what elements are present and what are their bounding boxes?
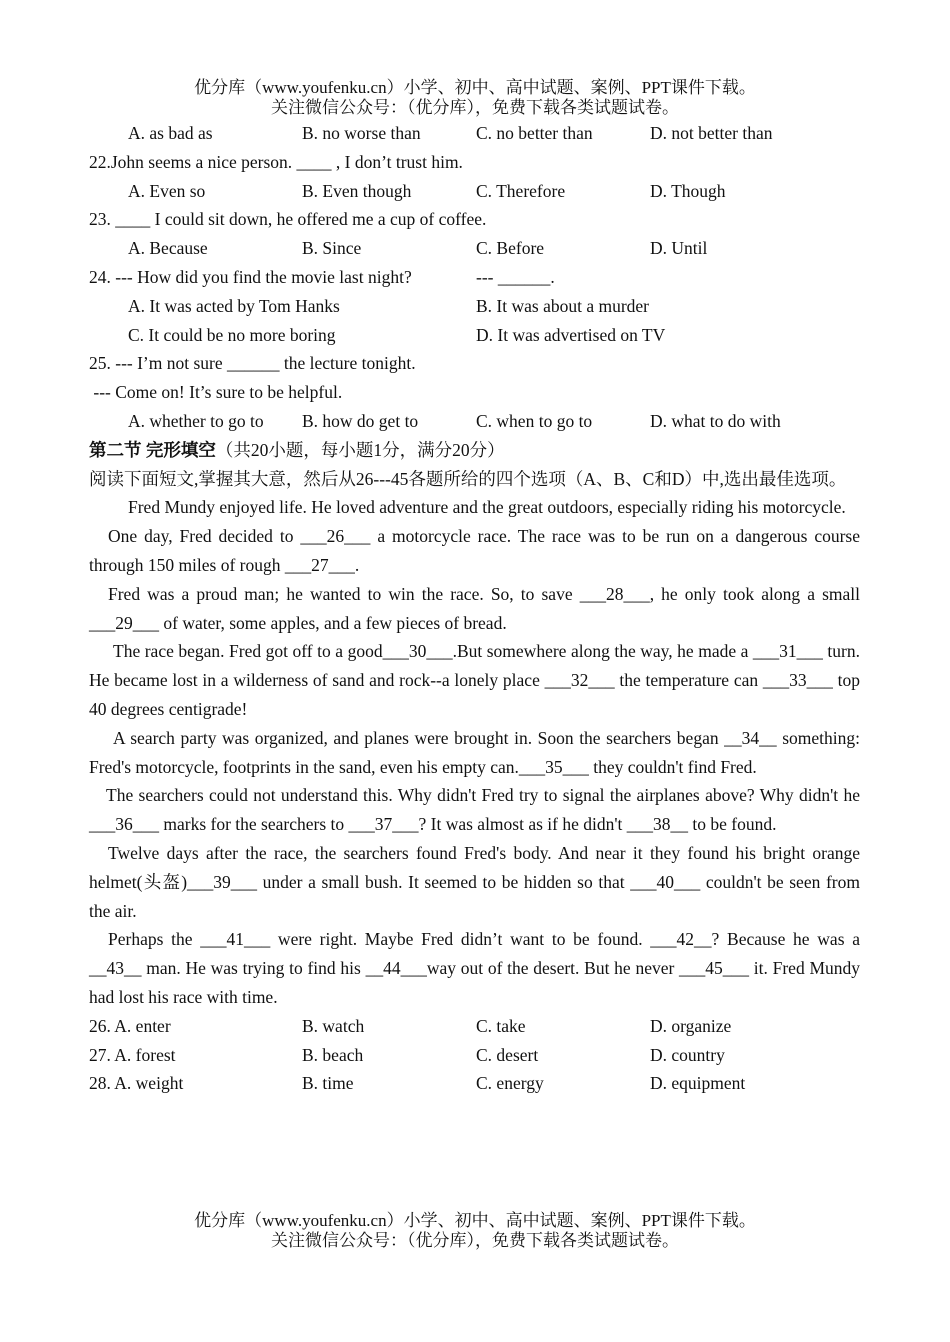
q26-options [89,1012,860,1041]
q25-option-a: A. whether to go to [128,410,264,431]
passage-paragraph-7: Twelve days after the race, the searchers found Fred's body. And near it they found his bright orange helmet(头盔)___39___ under a small bush. It seemed to be hidden so that ___40___ couldn't be seen from the air. [89,842,860,921]
q22-option-b: B. Even though [302,180,412,201]
q28-options [89,1069,860,1098]
section-note: （共20小题，每小题1分，满分20分） [215,439,505,460]
q28-option-c: C. energy [476,1073,544,1094]
q24-option-a: A. It was acted by Tom Hanks [128,295,340,316]
passage-paragraph-3: Fred was a proud man; he wanted to win the race. So, to save ___28___, he only took along a small ___29___ of water, some apples, and a few pieces of bread. [89,583,860,633]
q26-option-d: D. organize [650,1015,732,1036]
q26-option-a: 26. A. enter [89,1015,171,1036]
passage-paragraph-5: A search party was organized, and planes were brought in. Soon the searchers began __34__ something: Fred's motorcycle, footprints in the sand, even his empty can.___35___ they couldn't find Fred. [89,727,860,777]
q25-option-d: D. what to do with [650,410,781,431]
q23-option-a: A. Because [128,238,208,259]
q21-option-d: D. not better than [650,123,773,143]
passage-paragraph-4: The race began. Fred got off to a good___30___.But somewhere along the way, he made a ___31___ turn. He became lost in a wilderness of sand and rock--a lonely place ___32___ the temperature can ___33___ top 40 degrees centigrade! [89,641,860,719]
q24-options-row-1 [89,292,860,321]
q21-options [89,119,860,148]
footer-line-2: 关注微信公众号：（优分库），免费下载各类试题试卷。 [271,1231,679,1250]
footer-line-1: 优分库（www.youfenku.cn）小学、初中、高中试题、案例、PPT课件下载。 [194,1211,756,1230]
q22-stem: 22.John seems a nice person. ____ , I don’t trust him. [89,151,463,172]
q24-stem-row [89,263,860,292]
q28-option-a: 28. A. weight [89,1073,184,1094]
section-title: 第二节 完形填空 [89,439,216,460]
q26-option-c: C. take [476,1015,526,1036]
q23-option-b: B. Since [302,238,362,259]
q24-option-d: D. It was advertised on TV [476,324,666,345]
q22-options [89,177,860,206]
page-header [0,78,950,118]
q28-option-b: B. time [302,1073,354,1094]
q22-option-d: D. Though [650,180,726,201]
q24-option-c: C. It could be no more boring [128,324,336,345]
passage-paragraph-2: One day, Fred decided to ___26___ a motorcycle race. The race was to be run on a dangerous course through 150 miles of rough ___27___. [89,526,860,575]
q24-stem: 24. --- How did you find the movie last night? [89,266,412,287]
q27-option-c: C. desert [476,1044,539,1065]
q23-option-c: C. Before [476,238,545,259]
q23-options [89,234,860,263]
q22-option-c: C. Therefore [476,180,566,201]
q26-option-b: B. watch [302,1015,365,1036]
section-heading [89,436,860,465]
q27-option-a: 27. A. forest [89,1044,176,1065]
section-instruction: 阅读下面短文,掌握其大意，然后从26---45各题所给的四个选项（A、B、C和D）中,选出最佳选项。 [89,468,847,489]
q24-stem-reply: --- ______. [476,266,555,287]
passage-paragraph-6: The searchers could not understand this. Why didn't Fred try to signal the airplanes above? Why didn't he ___36___ marks for the searchers to ___37___? It was almost as if he didn't ___38__ to be found. [89,785,860,835]
q25-option-c: C. when to go to [476,410,593,431]
q24-option-b: B. It was about a murder [476,295,650,316]
header-line-1: 优分库（www.youfenku.cn）小学、初中、高中试题、案例、PPT课件下载。 [194,78,756,97]
passage-paragraph-1: Fred Mundy enjoyed life. He loved adventure and the great outdoors, especially riding his motorcycle. [128,497,846,518]
q21-option-c: C. no better than [476,123,593,143]
header-line-2: 关注微信公众号：（优分库），免费下载各类试题试卷。 [271,98,679,117]
q25-stem-reply: --- Come on! It’s sure to be helpful. [89,382,343,403]
q24-options-row-2 [89,321,860,350]
q28-option-d: D. equipment [650,1073,746,1094]
q23-option-d: D. Until [650,238,708,259]
q25-stem: 25. --- I’m not sure ______ the lecture tonight. [89,353,416,374]
q23-stem: 23. ____ I could sit down, he offered me a cup of coffee. [89,209,487,230]
q27-option-b: B. beach [302,1044,364,1065]
q27-options [89,1041,860,1070]
q22-option-a: A. Even so [128,180,206,201]
q25-options [89,407,860,436]
q25-option-b: B. how do get to [302,410,419,431]
page-footer [0,1211,950,1251]
exam-body [89,119,860,1098]
q27-option-d: D. country [650,1044,725,1065]
passage-paragraph-8: Perhaps the ___41___ were right. Maybe Fred didn’t want to be found. ___42__? Because he was a __43__ man. He was trying to find his __44___way out of the desert. But he never ___45___ it. Fred Mundy had lost his race with time. [89,929,860,1007]
q21-option-a: A. as bad as [128,123,213,143]
q21-option-b: B. no worse than [302,123,421,143]
